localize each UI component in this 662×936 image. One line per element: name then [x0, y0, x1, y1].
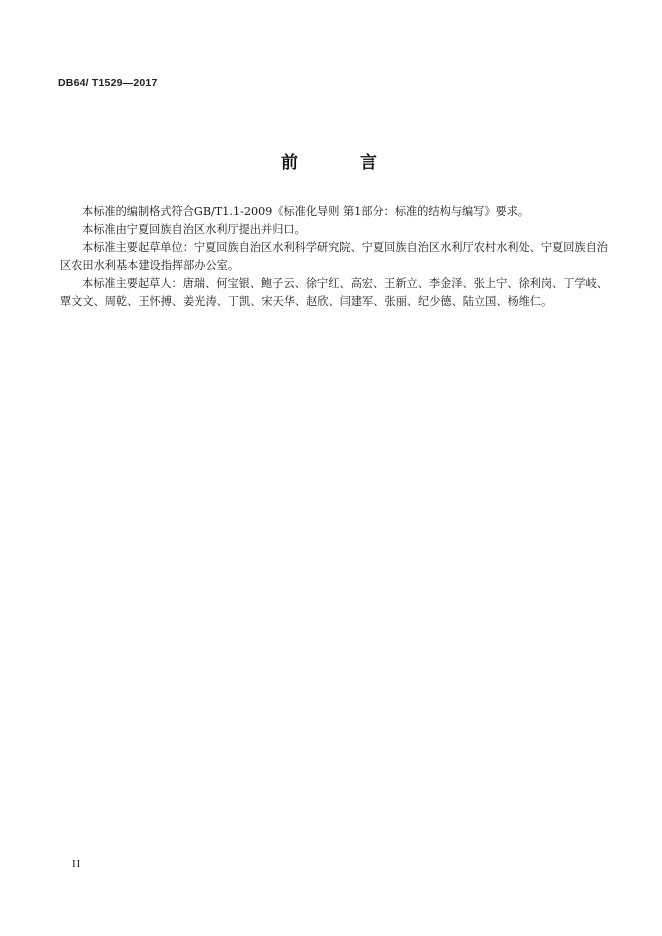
standard-code: DB64/ T1529—2017: [58, 77, 158, 89]
page-title: 前 言: [281, 153, 405, 173]
foreword-body: [60, 203, 608, 311]
paragraph-format: 本标准的编制格式符合GB/T1.1-2009《标准化导则 第1部分：标准的结构与编写》要求。: [82, 205, 530, 218]
paragraph-drafters: 本标准主要起草人：唐瑞、何宝银、鲍子云、徐宁红、高宏、王新立、李金泽、张上宁、徐利岗、丁学岐、覃文文、周乾、王怀搏、姜光涛、丁凯、宋天华、赵欣、闫建军、张丽、纪少德、陆立国、杨维仁。: [60, 277, 608, 308]
paragraph-drafting-units: 本标准主要起草单位：宁夏回族自治区水利科学研究院、宁夏回族自治区水利厅农村水利处、宁夏回族自治区农田水利基本建设指挥部办公室。: [60, 241, 608, 272]
page-number: II: [72, 858, 82, 870]
paragraph-proposer: 本标准由宁夏回族自治区水利厅提出并归口。: [82, 223, 306, 236]
